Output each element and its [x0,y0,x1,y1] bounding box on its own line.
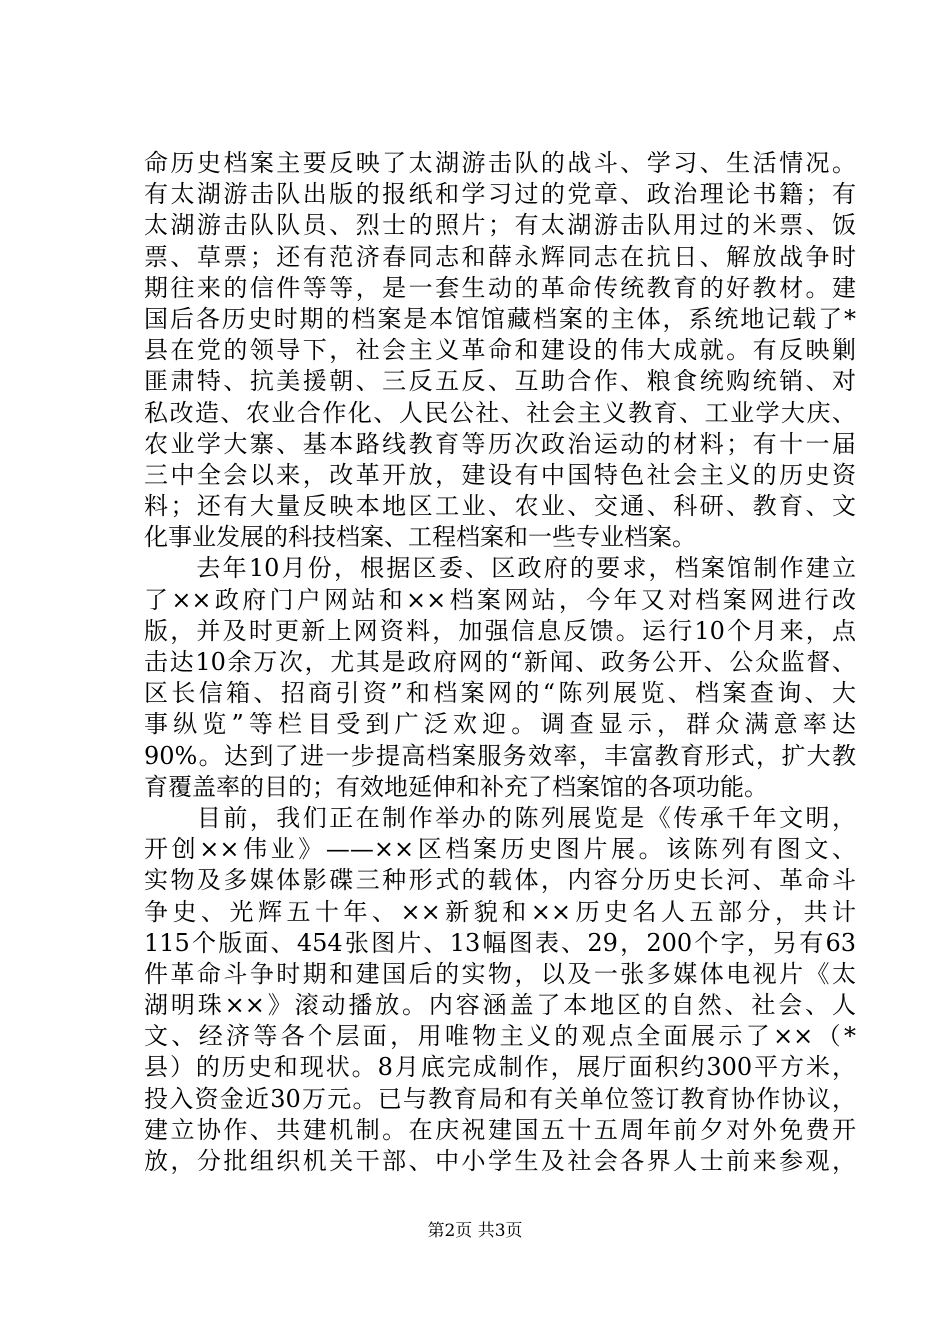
text-line: 县）的历史和现状。8月底完成制作，展厅面积约300平方米， [144,1053,856,1082]
text-line: 90%。达到了进一步提高档案服务效率，丰富教育形式，扩大教 [144,741,856,770]
text-line: 文、经济等各个层面，用唯物主义的观点全面展示了××（* [144,1022,856,1051]
paragraph-exhibition [144,803,856,1177]
text-line: 投入资金近30万元。已与教育局和有关单位签订教育协作协议， [144,1084,856,1113]
paragraph-archive-collection [144,148,856,553]
text-line: 争史、光辉五十年、××新貌和××历史名人五部分，共计 [144,897,856,926]
text-line: 县在党的领导下，社会主义革命和建设的伟大成就。有反映剿 [144,336,856,365]
text-line: 115个版面、454张图片、13幅图表、29，200个字，另有63 [144,928,856,957]
text-line: 击达10余万次，尤其是政府网的“新闻、政务公开、公众监督、 [144,648,856,676]
text-line: 农业学大寨、基本路线教育等历次政治运动的材料；有十一届 [144,429,856,458]
text-line: 开创××伟业》——××区档案历史图片展。该陈列有图文、 [144,835,856,864]
text-line: 命历史档案主要反映了太湖游击队的战斗、学习、生活情况。 [144,149,856,177]
text-line: 放，分批组织机关干部、中小学生及社会各界人士前来参观， [144,1147,856,1175]
text-line: 目前，我们正在制作举办的陈列展览是《传承千年文明， [144,803,856,832]
text-line: 匪肃特、抗美援朝、三反五反、互助合作、粮食统购统销、对 [144,367,856,396]
text-line: 私改造、农业合作化、人民公社、社会主义教育、工业学大庆、 [144,398,856,427]
text-line: 料；还有大量反映本地区工业、农业、交通、科研、教育、文 [144,492,856,521]
text-line: 化事业发展的科技档案、工程档案和一些专业档案。 [144,523,696,552]
text-line: 区长信箱、招商引资”和档案网的“陈列展览、档案查询、大 [144,679,856,708]
text-line: 湖明珠××》滚动播放。内容涵盖了本地区的自然、社会、人 [144,991,856,1020]
text-line: 件革命斗争时期和建国后的实物，以及一张多媒体电视片《太 [144,959,856,988]
text-line: 期往来的信件等等，是一套生动的革命传统教育的好教材。建 [144,273,856,302]
text-line: 太湖游击队队员、烈士的照片；有太湖游击队用过的米票、饭 [144,211,856,240]
text-line: 去年10月份，根据区委、区政府的要求，档案馆制作建立 [144,554,856,583]
text-line: 国后各历史时期的档案是本馆馆藏档案的主体，系统地记载了* [144,304,856,333]
text-line: 有太湖游击队出版的报纸和学习过的党章、政治理论书籍；有 [144,180,856,209]
text-line: 了××政府门户网站和××档案网站，今年又对档案网进行改 [144,585,856,614]
text-line: 票、草票；还有范济春同志和薛永辉同志在抗日、解放战争时 [144,242,856,271]
text-line: 实物及多媒体影碟三种形式的载体，内容分历史长河、革命斗 [144,866,856,895]
text-line: 建立协作、共建机制。在庆祝建国五十五周年前夕对外免费开 [144,1115,856,1144]
text-line: 育覆盖率的目的；有效地延伸和补充了档案馆的各项功能。 [144,772,768,801]
text-line: 版，并及时更新上网资料，加强信息反馈。运行10个月来，点 [144,616,856,645]
document-body [144,148,856,1177]
text-line: 三中全会以来，改革开放，建设有中国特色社会主义的历史资 [144,460,856,489]
text-line: 事纵览”等栏目受到广泛欢迎。调查显示，群众满意率达 [144,710,856,739]
page-number-footer: 第2页 共3页 [427,1221,523,1241]
paragraph-website [144,553,856,803]
